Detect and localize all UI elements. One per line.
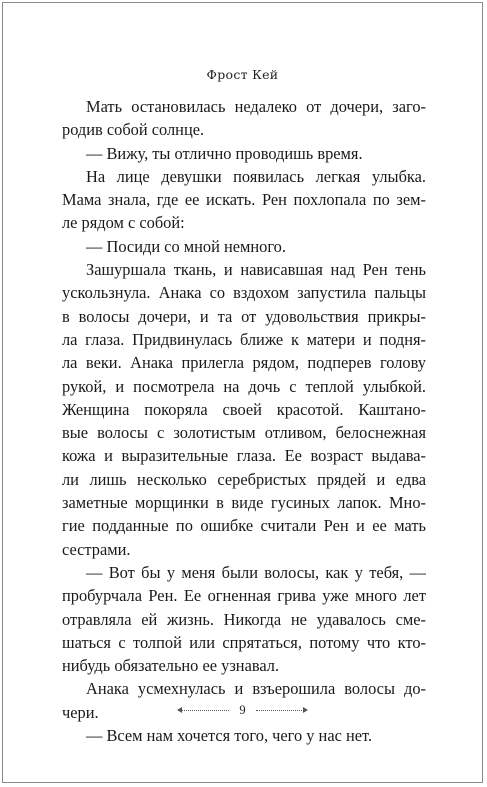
text-line: родив собой солнце. bbox=[62, 120, 205, 140]
body-text bbox=[62, 95, 426, 747]
text-line: ла веки. Анака прилегла рядом, подперев голову bbox=[62, 353, 426, 373]
text-line: нибудь обязательно ее узнавал. bbox=[62, 656, 280, 676]
text-line: ле рядом с собой: bbox=[62, 213, 185, 233]
folio-ornament-left bbox=[181, 710, 229, 711]
text-line: отравляла ей жизнь. Никогда не удавалось сме- bbox=[62, 609, 426, 629]
book-page bbox=[2, 2, 483, 783]
page-number: 9 bbox=[239, 702, 246, 717]
text-line: — Вижу, ты отлично проводишь время. bbox=[86, 143, 363, 163]
text-line: Мать остановилась недалеко от дочери, заго- bbox=[86, 97, 426, 116]
text-line: сестрами. bbox=[62, 539, 131, 559]
text-line: Женщина покоряла своей красотой. Каштано- bbox=[62, 399, 426, 419]
text-line: кожа и выразительные глаза. Ее возраст выдава- bbox=[62, 446, 426, 466]
text-line: Анака усмехнулась и взъерошила волосы до- bbox=[86, 679, 426, 699]
text-line: — Всем нам хочется того, чего у нас нет. bbox=[86, 726, 373, 746]
text-line: вые волосы с золотистым отливом, белоснежная bbox=[62, 423, 426, 443]
text-line: Мама знала, где ее искать. Рен похлопала по зем- bbox=[62, 190, 426, 210]
text-line: ускользнула. Анака со вздохом запустила пальцы bbox=[62, 283, 426, 303]
text-line: Зашуршала ткань, и нависавшая над Рен тень bbox=[86, 260, 426, 280]
page-footer bbox=[3, 702, 482, 718]
text-line: рукой, и посмотрела на дочь с теплой улыбкой. bbox=[62, 376, 426, 396]
text-line: гие подданные по ошибке считали Рен и ее мать bbox=[62, 516, 426, 536]
text-line: пробурчала Рен. Ее огненная грива уже много лет bbox=[62, 586, 426, 606]
text-line: — Посиди со мной немного. bbox=[86, 236, 286, 256]
folio-ornament-right bbox=[256, 710, 304, 711]
text-line: На лице девушки появилась легкая улыбка. bbox=[86, 166, 426, 186]
text-line: в волосы дочери, и та от удовольствия прикры- bbox=[62, 306, 426, 326]
text-line: ла глаза. Придвинулась ближе к матери и подня- bbox=[62, 329, 426, 349]
running-head: Фрост Кей bbox=[206, 67, 279, 82]
text-line: заметные морщинки в виде гусиных лапок. Мно- bbox=[62, 493, 426, 513]
text-line: ли лишь несколько серебристых прядей и едва bbox=[62, 469, 426, 489]
text-line: чери. bbox=[62, 702, 99, 722]
text-line: — Вот бы у меня были волосы, как у тебя, — bbox=[86, 562, 426, 582]
text-line: шаться с толпой или спрятаться, потому что кто- bbox=[62, 632, 426, 652]
